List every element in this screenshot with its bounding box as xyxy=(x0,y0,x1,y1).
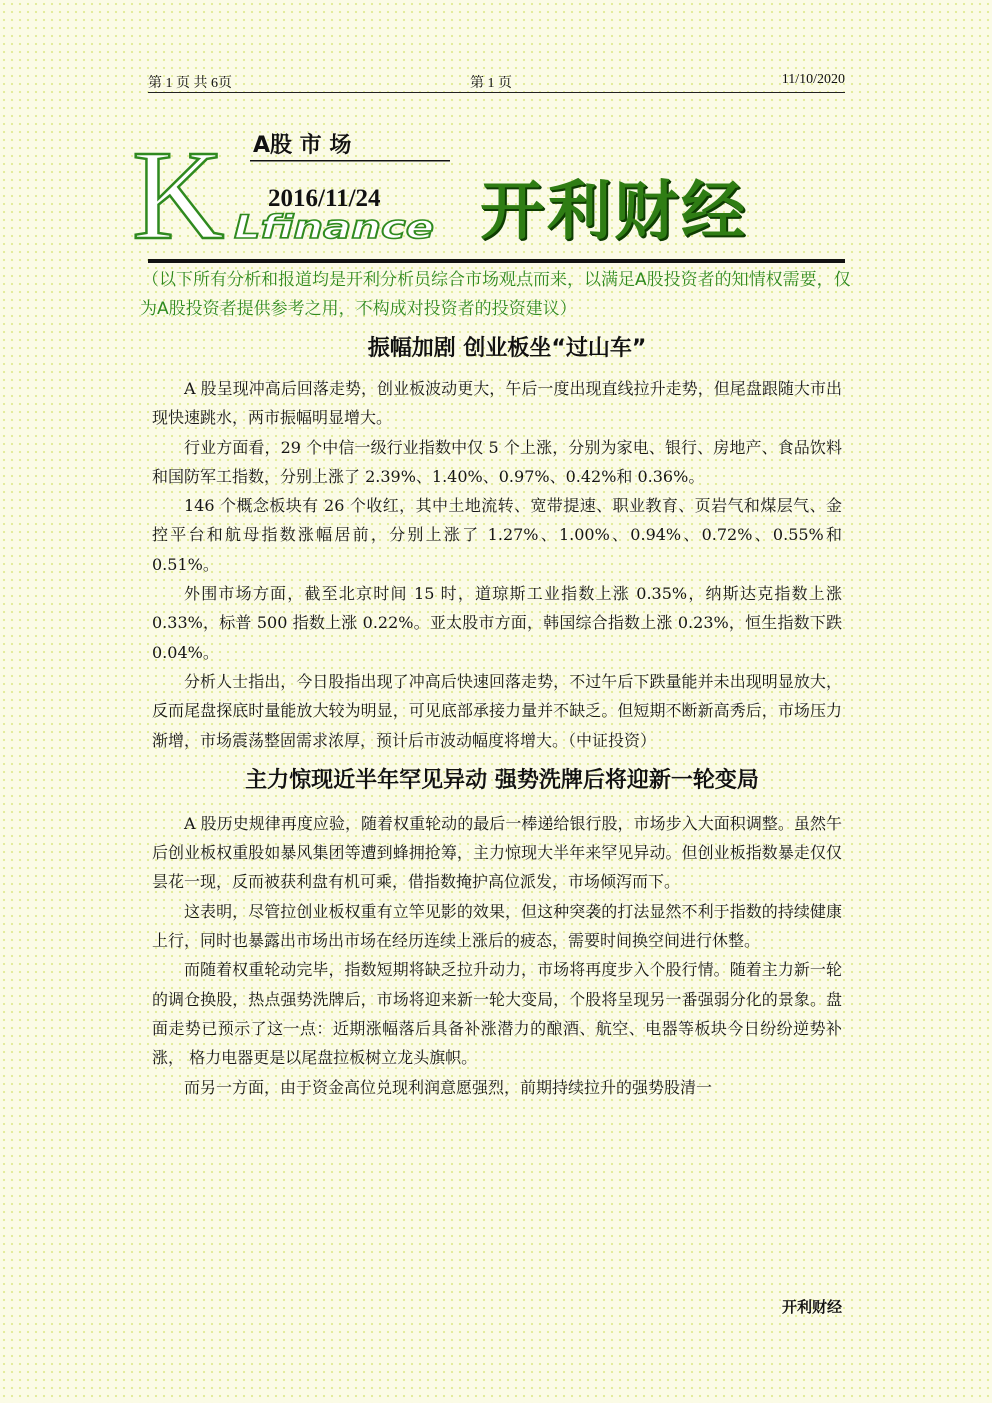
page-number: 第 1 页 xyxy=(470,76,512,91)
running-header xyxy=(148,72,845,93)
logo-letter: K xyxy=(132,124,225,250)
article-body xyxy=(152,328,842,1102)
article-paragraph: 146 个概念板块有 26 个收红，其中土地流转、宽带提速、职业教育、页岩气和煤层气、金控平台和航母指数涨幅居前，分别上涨了 1.27%、1.00%、0.94%、0.72%、0.55%和 0.51%。 xyxy=(152,496,842,574)
header-date: 11/10/2020 xyxy=(781,72,845,87)
brand-title: 开利财经 xyxy=(480,175,748,249)
logo-wordmark: Lfinance xyxy=(234,208,434,246)
disclaimer: （以下所有分析和报道均是开利分析员综合市场观点而来，以满足A股投资者的知情权需要，仅为A股投资者提供参考之用，不构成对投资者的投资建议） xyxy=(140,270,851,319)
masthead xyxy=(130,120,850,270)
article-paragraph: 而随着权重轮动完毕，指数短期将缺乏拉升动力，市场将再度步入个股行情。随着主力新一轮的调仓换股，热点强势洗牌后，市场将迎来新一轮大变局，个股将呈现另一番强弱分化的景象。盘面走势已预示了这一点：近期涨幅落后具备补涨潜力的酿酒、航空、电器等板块今日纷纷逆势补涨， 格力电器更是以尾盘拉板树立龙头旗帜。 xyxy=(152,960,842,1068)
article-paragraph: 行业方面看，29 个中信一级行业指数中仅 5 个上涨，分别为家电、银行、房地产、食品饮料和国防军工指数，分别上涨了 2.39%、1.40%、0.97%、0.42%和 0.36%。 xyxy=(152,437,842,486)
section-label: A股 市 场 xyxy=(253,133,352,158)
page-count: 第 1 页 共 6页 xyxy=(148,76,232,91)
article-paragraph: 而另一方面，由于资金高位兑现利润意愿强烈，前期持续拉升的强势股清一 xyxy=(184,1077,713,1097)
article-title: 振幅加剧 创业板坐“过山车” xyxy=(367,336,647,361)
issue-date: 2016/11/24 xyxy=(268,185,381,212)
article-paragraph: 分析人士指出，今日股指出现了冲高后快速回落走势，不过午后下跌量能并未出现明显放大，反而尾盘探底时量能放大较为明显，可见底部承接力量并不缺乏。但短期不断新高秀后，市场压力渐增，市场震荡整固需求浓厚，预计后市波动幅度将增大。（中证投资） xyxy=(152,671,842,750)
kfinance-logo xyxy=(130,120,460,250)
article-paragraph: A 股呈现冲高后回落走势，创业板波动更大，午后一度出现直线拉升走势，但尾盘跟随大市出现快速跳水，两市振幅明显增大。 xyxy=(152,379,842,428)
article-title: 主力惊现近半年罕见异动 强势洗牌后将迎新一轮变局 xyxy=(245,767,759,793)
footer-brand: 开利财经 xyxy=(781,1298,842,1316)
section-underline xyxy=(250,160,450,162)
article-paragraph: 外围市场方面，截至北京时间 15 时，道琼斯工业指数上涨 0.35%，纳斯达克指数上涨 0.33%，标普 500 指数上涨 0.22%。亚太股市方面，韩国综合指数上涨 0.23%，恒生指数下跌 0.04%。 xyxy=(152,584,842,662)
masthead-divider xyxy=(148,259,845,263)
article-paragraph: 这表明，尽管拉创业板权重有立竿见影的效果，但这种突袭的打法显然不利于指数的持续健康上行，同时也暴露出市场出市场在经历连续上涨后的疲态，需要时间换空间进行休整。 xyxy=(152,901,842,951)
article-paragraph: A 股历史规律再度应验，随着权重轮动的最后一棒递给银行股，市场步入大面积调整。虽然午后创业板权重股如暴风集团等遭到蜂拥抢筹，主力惊现大半年来罕见异动。但创业板指数暴走仅仅昙花一现，反而被获利盘有机可乘，借指数掩护高位派发，市场倾泻而下。 xyxy=(152,813,842,892)
